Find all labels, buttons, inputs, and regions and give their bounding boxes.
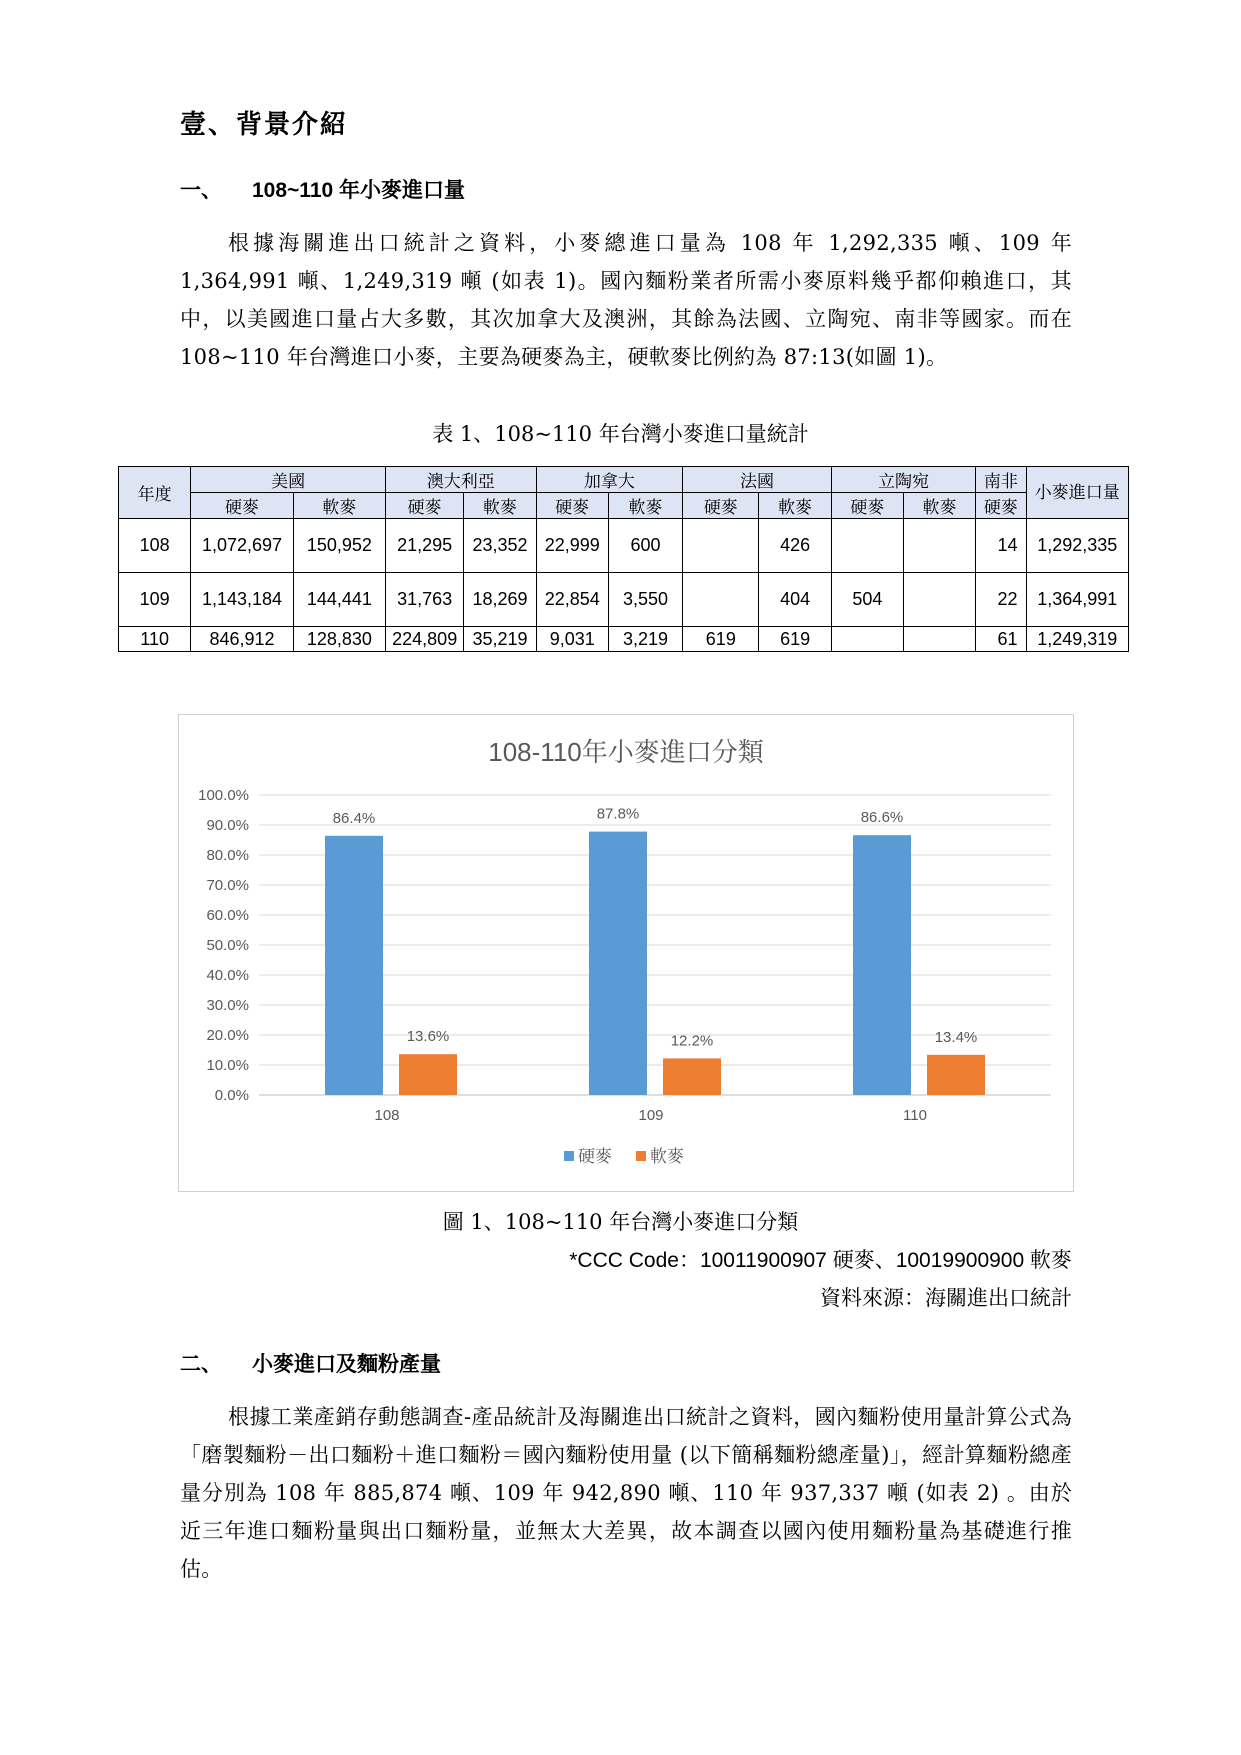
cell-au-soft: 18,269	[464, 573, 536, 627]
x-tick-label: 108	[374, 1107, 400, 1124]
import-table	[118, 466, 1129, 652]
y-tick-label: 10.0%	[206, 1057, 249, 1074]
cell-au-soft: 23,352	[464, 519, 536, 573]
header-soft: 軟麥	[759, 493, 831, 519]
data-label: 12.2%	[670, 1032, 714, 1050]
cell-us-hard: 846,912	[191, 627, 293, 652]
cell-au-hard: 21,295	[386, 519, 464, 573]
cell-fr-hard: 619	[683, 627, 759, 652]
bar-硬麥	[325, 836, 383, 1095]
y-tick-label: 20.0%	[206, 1027, 249, 1044]
y-tick-label: 0.0%	[214, 1087, 249, 1104]
heading-1	[180, 174, 465, 204]
bar-軟麥	[663, 1058, 721, 1095]
cell-ca-hard: 22,854	[536, 573, 608, 627]
cell-fr-soft: 404	[759, 573, 831, 627]
cell-fr-soft: 619	[759, 627, 831, 652]
cell-us-soft: 150,952	[293, 519, 385, 573]
chart-title: 108-110年小麥進口分類	[488, 737, 764, 767]
cell-fr-hard	[683, 519, 759, 573]
header-country-lt: 立陶宛	[831, 467, 976, 493]
cell-us-soft: 128,830	[293, 627, 385, 652]
header-hard: 硬麥	[191, 493, 293, 519]
y-tick-label: 80.0%	[206, 847, 249, 864]
header-hard: 硬麥	[386, 493, 464, 519]
header-country-ca: 加拿大	[536, 467, 683, 493]
bar-硬麥	[589, 832, 647, 1095]
header-country-au: 澳大利亞	[386, 467, 537, 493]
data-label: 13.6%	[406, 1028, 450, 1046]
cell-year: 110	[119, 627, 191, 652]
legend-swatch	[564, 1151, 574, 1161]
table-caption: 表 1、108~110 年台灣小麥進口量統計	[432, 422, 809, 446]
cell-ca-soft: 3,219	[608, 627, 682, 652]
header-hard: 硬麥	[976, 493, 1026, 519]
cell-lt-hard	[831, 519, 903, 573]
legend-label: 軟麥	[650, 1147, 684, 1167]
cell-us-soft: 144,441	[293, 573, 385, 627]
heading-1-text: 108~110 年小麥進口量	[252, 179, 466, 202]
header-hard: 硬麥	[536, 493, 608, 519]
cell-au-hard: 31,763	[386, 573, 464, 627]
cell-lt-soft	[904, 573, 976, 627]
section-title: 壹、背景介紹	[180, 110, 349, 140]
cell-za-hard: 14	[976, 519, 1026, 573]
y-tick-label: 60.0%	[206, 907, 249, 924]
header-country-fr: 法國	[683, 467, 832, 493]
cell-ca-hard: 22,999	[536, 519, 608, 573]
header-soft: 軟麥	[464, 493, 536, 519]
bar-硬麥	[853, 835, 911, 1095]
y-tick-label: 40.0%	[206, 967, 249, 984]
cell-lt-hard	[831, 627, 903, 652]
cell-au-soft: 35,219	[464, 627, 536, 652]
header-year: 年度	[119, 467, 191, 519]
table-row	[119, 519, 1129, 573]
y-tick-label: 30.0%	[206, 997, 249, 1014]
cell-ca-hard: 9,031	[536, 627, 608, 652]
paragraph-2: 根據工業產銷存動態調查-產品統計及海關進出口統計之資料，國內麵粉使用量計算公式為「磨製麵粉－出口麵粉＋進口麵粉＝國內麵粉使用量 (以下簡稱麵粉總產量)」，經計算麵粉總產量分別為 108 年 885,874 噸、109 年 942,890 噸、110 年 937,337 噸 (如表 2) 。由於近三年進口麵粉量與出口麵粉量，並無太大差異，故本調查以國內使用麵粉量為基礎進行推估。	[180, 1405, 1072, 1581]
cell-fr-soft: 426	[759, 519, 831, 573]
cell-za-hard: 22	[976, 573, 1026, 627]
import-chart	[178, 714, 1074, 1192]
cell-us-hard: 1,143,184	[191, 573, 293, 627]
table-row	[119, 627, 1129, 652]
cell-au-hard: 224,809	[386, 627, 464, 652]
header-soft: 軟麥	[293, 493, 385, 519]
ccc-code-note: *CCC Code：10011900907 硬麥、10019900900 軟麥	[569, 1249, 1072, 1272]
source-note: 資料來源：海關進出口統計	[820, 1286, 1072, 1310]
cell-lt-soft	[904, 519, 976, 573]
cell-year: 109	[119, 573, 191, 627]
figure-caption: 圖 1、108~110 年台灣小麥進口分類	[442, 1210, 799, 1234]
data-label: 86.6%	[860, 809, 904, 827]
y-tick-label: 90.0%	[206, 817, 249, 834]
header-soft: 軟麥	[904, 493, 976, 519]
heading-2-text: 小麥進口及麵粉產量	[252, 1351, 441, 1376]
cell-total: 1,364,991	[1026, 573, 1129, 627]
cell-total: 1,249,319	[1026, 627, 1129, 652]
heading-2-number: 二、	[180, 1351, 222, 1376]
header-soft: 軟麥	[608, 493, 682, 519]
cell-za-hard: 61	[976, 627, 1026, 652]
heading-2	[180, 1348, 441, 1378]
header-country-us: 美國	[191, 467, 386, 493]
cell-fr-hard	[683, 573, 759, 627]
y-tick-label: 70.0%	[206, 877, 249, 894]
data-label: 86.4%	[332, 809, 376, 827]
y-tick-label: 50.0%	[206, 937, 249, 954]
cell-lt-soft	[904, 627, 976, 652]
header-hard: 硬麥	[683, 493, 759, 519]
cell-ca-soft: 3,550	[608, 573, 682, 627]
cell-ca-soft: 600	[608, 519, 682, 573]
table-row	[119, 573, 1129, 627]
header-hard: 硬麥	[831, 493, 903, 519]
cell-total: 1,292,335	[1026, 519, 1129, 573]
data-label: 13.4%	[934, 1028, 978, 1046]
cell-us-hard: 1,072,697	[191, 519, 293, 573]
legend-swatch	[636, 1151, 646, 1161]
header-country-za: 南非	[976, 467, 1026, 493]
chart-svg	[179, 715, 1073, 1191]
x-tick-label: 110	[903, 1107, 927, 1124]
cell-year: 108	[119, 519, 191, 573]
cell-lt-hard: 504	[831, 573, 903, 627]
data-label: 87.8%	[596, 805, 640, 823]
heading-1-number: 一、	[180, 177, 222, 202]
bar-軟麥	[927, 1055, 985, 1095]
paragraph-1: 根據海關進出口統計之資料，小麥總進口量為 108 年 1,292,335 噸、109 年 1,364,991 噸、1,249,319 噸 (如表 1)。國內麵粉業者所需小麥原料幾乎都仰賴進口，其中，以美國進口量占大多數，其次加拿大及澳洲，其餘為法國、立陶宛、南非等國家。而在 108~110 年台灣進口小麥，主要為硬麥為主，硬軟麥比例約為 87:13(如圖 1)。	[180, 231, 1072, 369]
y-tick-label: 100.0%	[198, 787, 249, 804]
header-total: 小麥進口量	[1026, 467, 1129, 519]
x-tick-label: 109	[638, 1107, 664, 1124]
legend-label: 硬麥	[578, 1147, 612, 1167]
bar-軟麥	[399, 1054, 457, 1095]
